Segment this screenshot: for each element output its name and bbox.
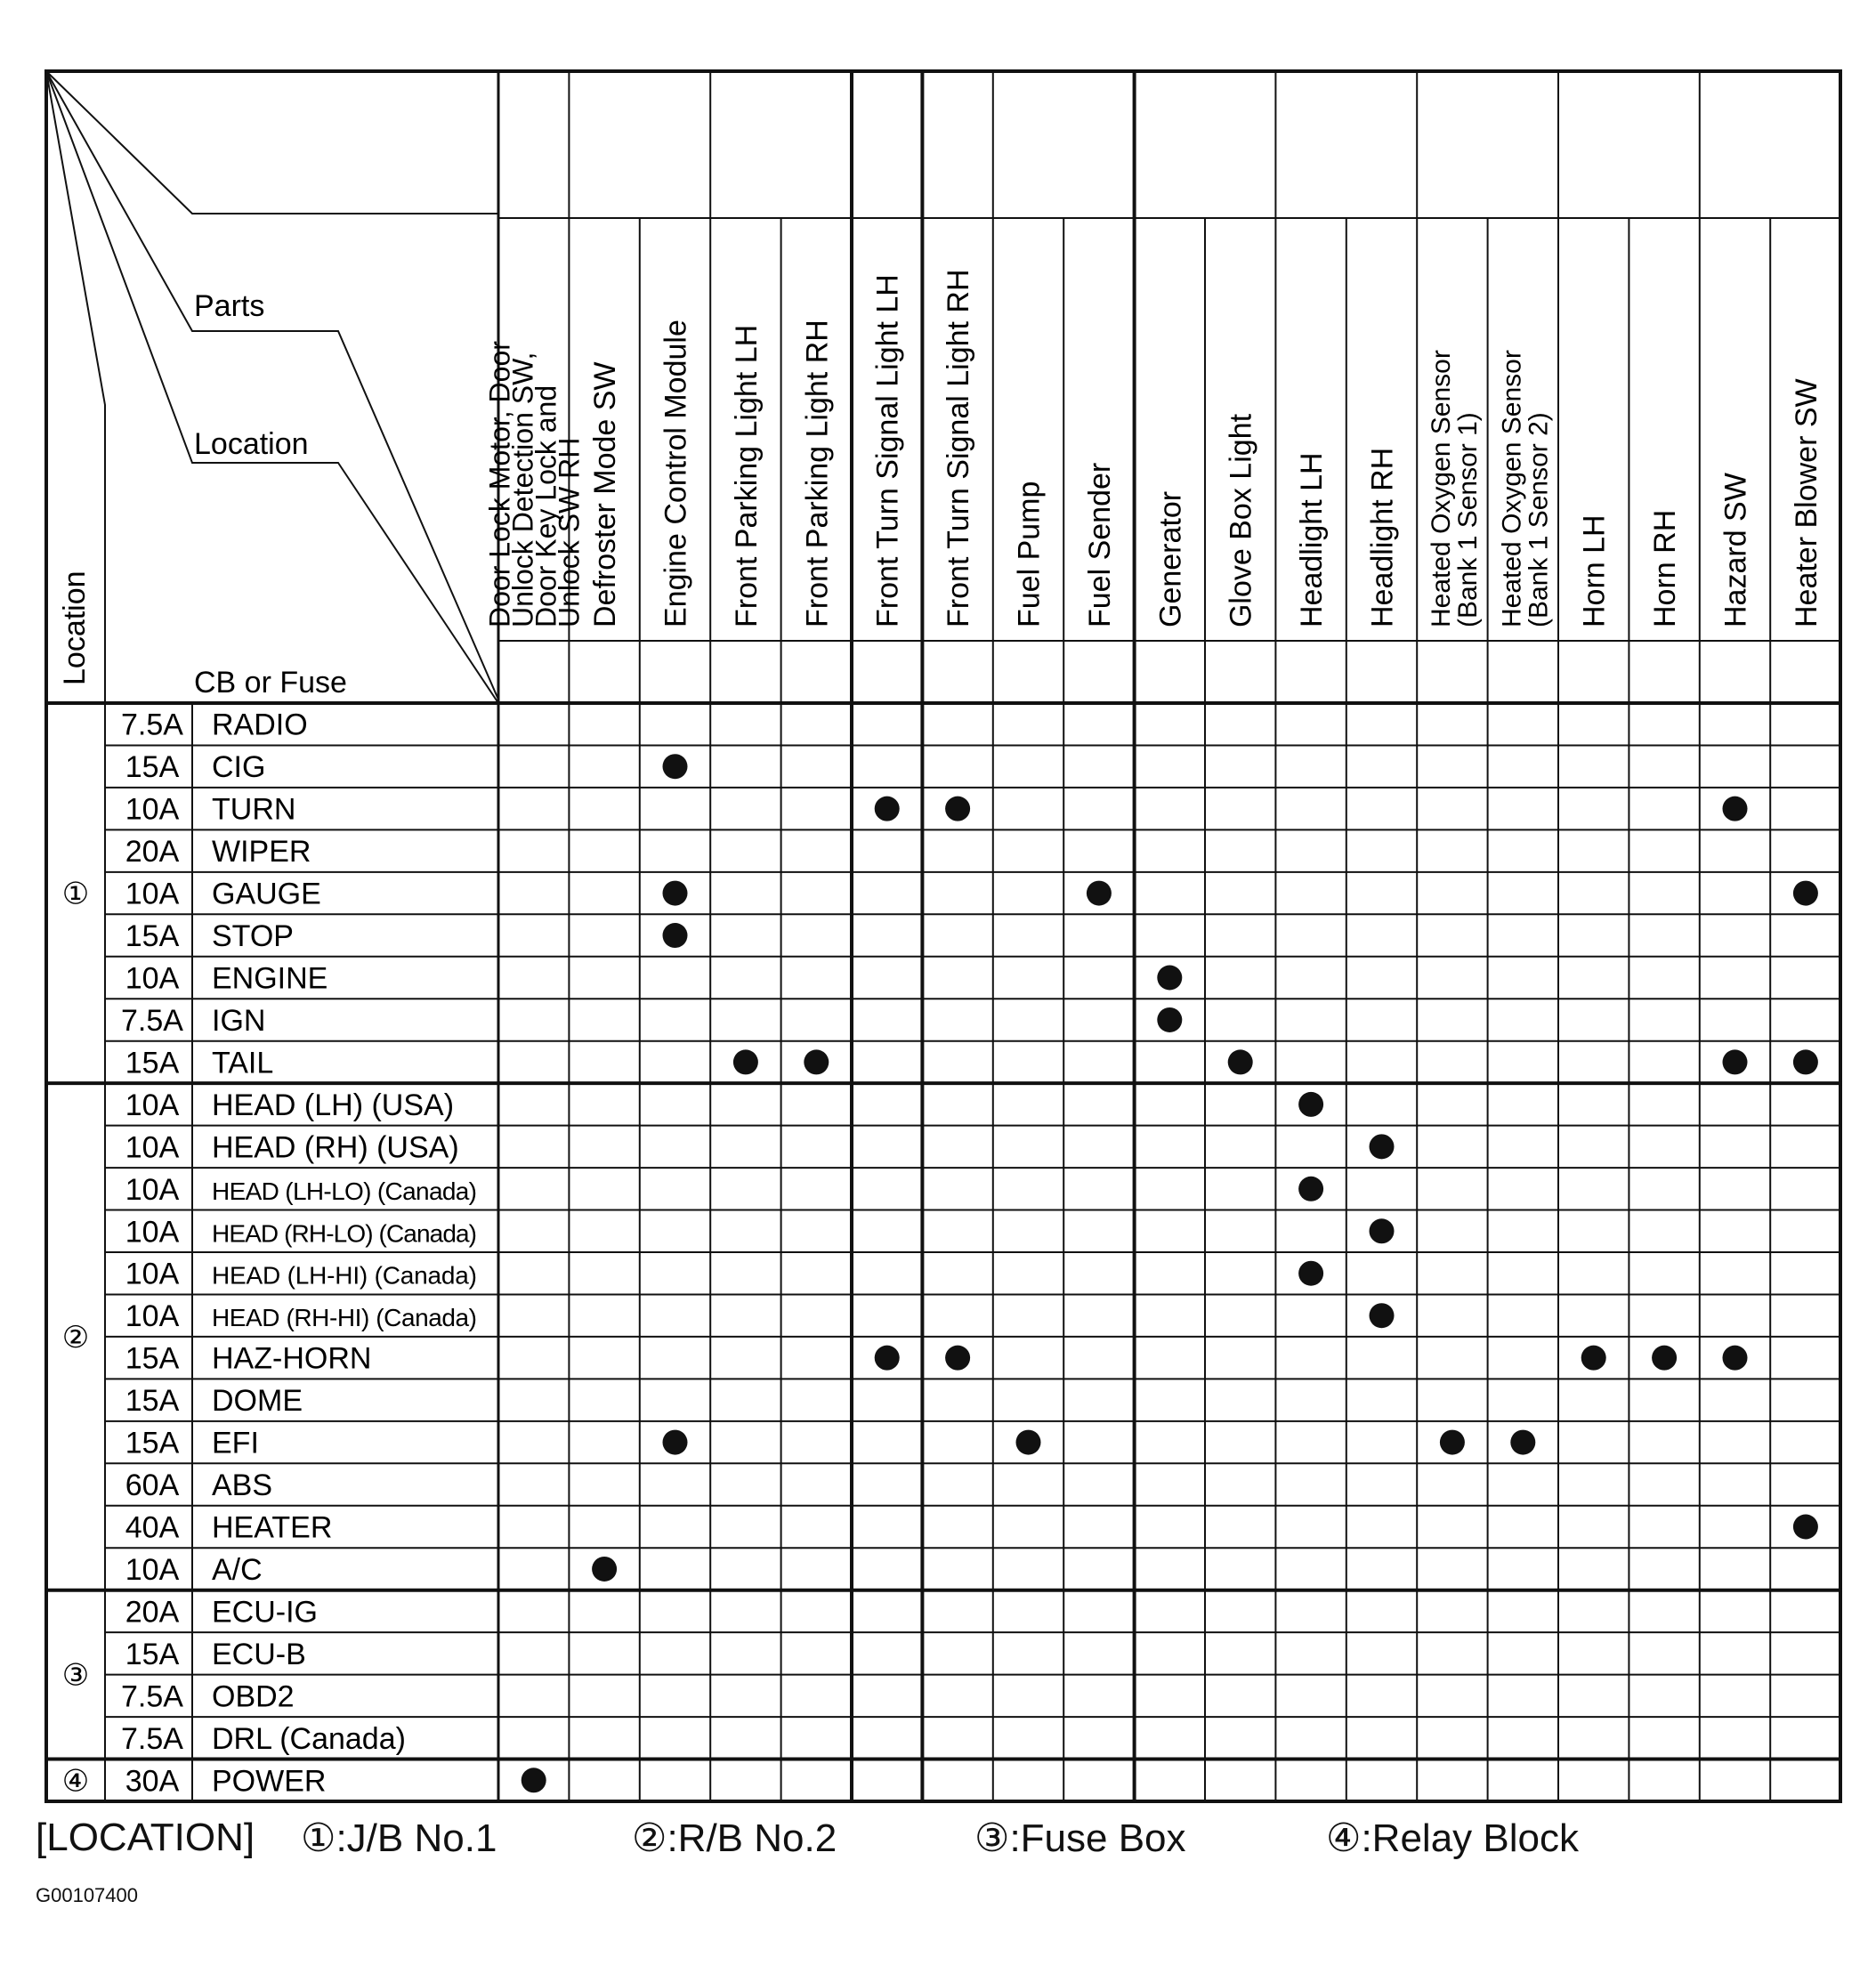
connection-dot — [1370, 1134, 1395, 1159]
fuse-name: HEAD (LH-HI) (Canada) — [212, 1261, 477, 1290]
legend-title: [LOCATION] — [36, 1816, 255, 1859]
column-header: (Bank 1 Sensor 2) — [1524, 412, 1554, 627]
connection-dot — [1157, 1007, 1182, 1032]
connection-dot — [875, 1346, 900, 1371]
fuse-amperage: 10A — [125, 1552, 180, 1587]
fuse-name: HEAD (LH) (USA) — [212, 1088, 455, 1122]
fuse-name: HEAD (RH-HI) (Canada) — [212, 1304, 477, 1332]
column-header: Glove Box Light — [1224, 413, 1258, 627]
fuse-name: RADIO — [212, 708, 308, 742]
legend-item-rb2: ②:R/B No.2 — [632, 1816, 837, 1860]
connection-dot — [945, 1346, 970, 1371]
fuse-amperage: 7.5A — [121, 1679, 183, 1714]
column-header: Fuel Sender — [1082, 462, 1117, 627]
fuse-amperage: 15A — [125, 1637, 180, 1671]
fuse-amperage: 7.5A — [121, 1003, 183, 1038]
legend-item-fuse-box: ③:Fuse Box — [974, 1816, 1186, 1860]
fuse-amperage: 10A — [125, 1088, 180, 1122]
column-header: Horn LH — [1577, 514, 1612, 627]
connection-dot — [1793, 1049, 1818, 1074]
column-header: Heater Blower SW — [1789, 378, 1823, 627]
fuse-name: GAUGE — [212, 877, 321, 911]
connection-dot — [522, 1768, 546, 1792]
legend-item-jb1: ①:J/B No.1 — [301, 1816, 497, 1860]
connection-dot — [1298, 1177, 1323, 1201]
location-group-label: ③ — [61, 1658, 90, 1693]
fuse-amperage: 15A — [125, 1384, 180, 1419]
connection-dot — [1370, 1218, 1395, 1243]
column-header: Heated Oxygen Sensor — [1497, 350, 1527, 627]
column-header: Front Turn Signal Light RH — [942, 269, 976, 627]
fuse-name: STOP — [212, 919, 294, 954]
fuse-amperage: 20A — [125, 835, 180, 870]
fuse-name: IGN — [212, 1003, 266, 1038]
column-header: Unlock SW RH — [553, 437, 586, 627]
connection-dot — [663, 923, 688, 948]
location-legend — [36, 1816, 1869, 1878]
fuse-amperage: 7.5A — [121, 1721, 183, 1756]
fuse-amperage: 30A — [125, 1764, 180, 1799]
column-header: Headlight LH — [1295, 452, 1330, 627]
column-header: Front Parking Light RH — [800, 320, 835, 627]
corner-diagonal-location — [46, 71, 498, 700]
fuse-name: DOME — [212, 1384, 303, 1419]
connection-dot — [945, 797, 970, 821]
fuse-amperage: 10A — [125, 792, 180, 827]
connection-dot — [1157, 966, 1182, 991]
fuse-name: CIG — [212, 750, 266, 785]
column-header: Headlight RH — [1365, 447, 1400, 627]
connection-dot — [1298, 1092, 1323, 1117]
column-header: Door Key Lock and — [530, 384, 562, 627]
column-header: (Bank 1 Sensor 1) — [1452, 412, 1483, 627]
fuse-amperage: 10A — [125, 1215, 180, 1250]
fuse-amperage: 10A — [125, 1299, 180, 1334]
fuse-amperage: 15A — [125, 1341, 180, 1376]
connection-dot — [1581, 1346, 1606, 1371]
column-header: Front Parking Light LH — [729, 324, 764, 627]
fuse-name: A/C — [212, 1552, 263, 1587]
parts-label: Parts — [194, 289, 265, 323]
fuse-amperage: 10A — [125, 961, 180, 996]
column-header: Engine Control Module — [659, 320, 693, 627]
fuse-name: TURN — [212, 792, 296, 827]
fuse-amperage: 7.5A — [121, 708, 183, 742]
fuse-name: HEAD (RH) (USA) — [212, 1130, 459, 1165]
fuse-name: HAZ-HORN — [212, 1341, 372, 1376]
column-header: Front Turn Signal Light LH — [870, 274, 905, 627]
connection-dot — [663, 754, 688, 779]
connection-dot — [1723, 797, 1748, 821]
fuse-name: HEAD (LH-LO) (Canada) — [212, 1177, 477, 1205]
fuse-name: HEAD (RH-LO) (Canada) — [212, 1219, 477, 1248]
fuse-amperage: 10A — [125, 1130, 180, 1165]
fuse-amperage: 10A — [125, 1172, 180, 1207]
connection-dot — [875, 797, 900, 821]
connection-dot — [1793, 881, 1818, 906]
connection-dot — [1298, 1261, 1323, 1286]
location-label: Location — [194, 427, 309, 461]
fuse-amperage: 10A — [125, 1257, 180, 1291]
connection-dot — [733, 1049, 758, 1074]
connection-dot — [1087, 881, 1112, 906]
location-group-label: ① — [61, 877, 90, 911]
connection-dot — [1016, 1430, 1041, 1455]
connection-dot — [1652, 1346, 1677, 1371]
location-group-label: ② — [61, 1320, 90, 1355]
column-header: Fuel Pump — [1012, 481, 1047, 627]
column-header: Door Lock Motor, Door — [483, 341, 516, 627]
connection-dot — [1228, 1049, 1253, 1074]
fuse-name: DRL (Canada) — [212, 1721, 406, 1756]
fuse-name: WIPER — [212, 835, 311, 870]
connection-dot — [1370, 1303, 1395, 1328]
column-header: Hazard SW — [1718, 473, 1753, 627]
connection-dot — [1793, 1515, 1818, 1540]
figure-id: G00107400 — [36, 1884, 138, 1906]
fuse-name: TAIL — [212, 1046, 274, 1080]
column-header: Unlock Detection SW, — [506, 352, 539, 627]
location-column-label: Location — [58, 570, 92, 685]
fuse-amperage: 15A — [125, 750, 180, 785]
fuse-name: ECU-B — [212, 1637, 306, 1671]
column-header: Heated Oxygen Sensor — [1426, 350, 1456, 627]
connection-dot — [592, 1557, 617, 1582]
column-header: Defroster Mode SW — [588, 361, 623, 627]
location-group-label: ④ — [61, 1764, 90, 1799]
column-header: Horn RH — [1648, 509, 1683, 627]
fuse-name: POWER — [212, 1764, 327, 1799]
corner-diagonal-cb-fuse — [46, 71, 498, 703]
connection-dots — [522, 754, 1818, 1792]
fuse-amperage: 20A — [125, 1595, 180, 1630]
connection-dot — [1723, 1346, 1748, 1371]
fuse-name: HEATER — [212, 1510, 333, 1545]
fuse-name: ENGINE — [212, 961, 328, 996]
fuse-name: ECU-IG — [212, 1595, 318, 1630]
column-header: Generator — [1153, 490, 1188, 627]
fuse-amperage: 10A — [125, 877, 180, 911]
connection-dot — [1440, 1430, 1465, 1455]
connection-dot — [663, 881, 688, 906]
connection-dot — [1723, 1049, 1748, 1074]
fuse-name: ABS — [212, 1468, 273, 1503]
fuse-amperage: 15A — [125, 1426, 180, 1460]
connection-dot — [1510, 1430, 1535, 1455]
cb-fuse-label: CB or Fuse — [194, 666, 347, 700]
legend-item-relay-block: ④:Relay Block — [1326, 1816, 1579, 1860]
fuse-name: EFI — [212, 1426, 259, 1460]
connection-dot — [663, 1430, 688, 1455]
connection-dot — [804, 1049, 829, 1074]
fuse-amperage: 15A — [125, 919, 180, 954]
fuse-name: OBD2 — [212, 1679, 295, 1714]
fuse-amperage: 60A — [125, 1468, 180, 1503]
fuse-amperage: 40A — [125, 1510, 180, 1545]
fuse-amperage: 15A — [125, 1046, 180, 1080]
